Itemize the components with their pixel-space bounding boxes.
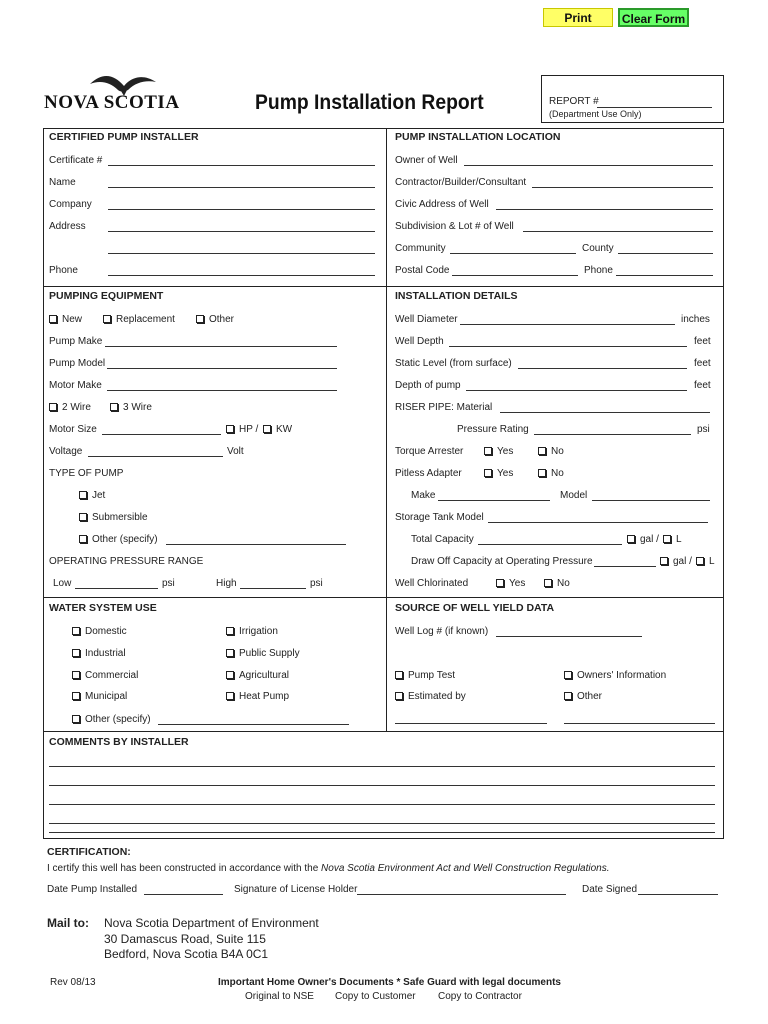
location-phone-label: Phone: [584, 265, 613, 276]
other-yield-field[interactable]: [564, 713, 715, 724]
new-checkbox[interactable]: [49, 315, 57, 323]
report-dept-note: (Department Use Only): [549, 109, 642, 119]
domestic-checkbox[interactable]: [72, 627, 80, 635]
municipal-checkbox[interactable]: [72, 692, 80, 700]
torque-arrester-label: Torque Arrester: [395, 446, 464, 457]
draw-off-field[interactable]: [594, 556, 656, 567]
agricultural-checkbox[interactable]: [226, 671, 234, 679]
owners-info-checkbox[interactable]: [564, 671, 572, 679]
other-pump-checkbox[interactable]: [79, 535, 87, 543]
torque-yes-checkbox[interactable]: [484, 447, 492, 455]
pump-make-field[interactable]: [105, 336, 337, 347]
total-capacity-label: Total Capacity: [411, 534, 474, 545]
form-frame: [43, 128, 724, 839]
kw-option[interactable]: KW: [263, 424, 292, 435]
pitless-yes-option[interactable]: Yes: [484, 468, 513, 479]
other-equipment-option[interactable]: Other: [196, 314, 234, 325]
well-diameter-label: Well Diameter: [395, 314, 458, 325]
report-number-field[interactable]: [597, 98, 712, 108]
civic-address-label: Civic Address of Well: [395, 199, 489, 210]
pitless-adapter-label: Pitless Adapter: [395, 468, 462, 479]
comment-line-3[interactable]: [49, 794, 715, 805]
revision-label: Rev 08/13: [50, 977, 96, 988]
pump-model-label: Pump Model: [49, 358, 106, 369]
industrial-option[interactable]: Industrial: [72, 648, 126, 659]
contractor-field[interactable]: [532, 177, 713, 188]
estimated-by-option[interactable]: Estimated by: [395, 691, 466, 702]
low-pressure-field[interactable]: [75, 578, 158, 589]
volt-unit: Volt: [227, 446, 244, 457]
pitless-no-checkbox[interactable]: [538, 469, 546, 477]
pump-model-field[interactable]: [107, 358, 337, 369]
other-use-field[interactable]: [158, 714, 349, 725]
civic-address-field[interactable]: [496, 199, 713, 210]
storage-tank-label: Storage Tank Model: [395, 512, 484, 523]
low-psi-unit: psi: [162, 578, 175, 589]
commercial-checkbox[interactable]: [72, 671, 80, 679]
capacity-gal-option[interactable]: gal /: [627, 534, 659, 545]
well-diameter-field[interactable]: [460, 314, 675, 325]
other-use-option[interactable]: Other (specify): [72, 714, 151, 725]
two-wire-checkbox[interactable]: [49, 403, 57, 411]
pressure-rating-label: Pressure Rating: [457, 424, 529, 435]
torque-no-option[interactable]: No: [538, 446, 564, 457]
estimated-by-checkbox[interactable]: [395, 692, 403, 700]
depth-of-pump-label: Depth of pump: [395, 380, 461, 391]
date-installed-field[interactable]: [144, 884, 223, 895]
certificate-label: Certificate #: [49, 155, 103, 166]
company-field[interactable]: [108, 199, 375, 210]
adapter-make-field[interactable]: [438, 490, 550, 501]
motor-size-label: Motor Size: [49, 424, 97, 435]
pressure-rating-psi: psi: [697, 424, 710, 435]
industrial-checkbox[interactable]: [72, 649, 80, 657]
jet-option[interactable]: Jet: [79, 490, 105, 501]
well-depth-field[interactable]: [449, 336, 687, 347]
postal-code-field[interactable]: [452, 265, 578, 276]
address-field-1[interactable]: [108, 221, 375, 232]
jet-checkbox[interactable]: [79, 491, 87, 499]
county-field[interactable]: [618, 243, 713, 254]
static-level-label: Static Level (from surface): [395, 358, 512, 369]
new-option[interactable]: New: [49, 314, 82, 325]
pump-make-label: Pump Make: [49, 336, 103, 347]
public-supply-checkbox[interactable]: [226, 649, 234, 657]
owner-label: Owner of Well: [395, 155, 458, 166]
public-supply-option[interactable]: Public Supply: [226, 648, 300, 659]
copy-customer: Copy to Customer: [335, 991, 416, 1002]
storage-tank-field[interactable]: [488, 512, 708, 523]
depth-of-pump-field[interactable]: [466, 380, 687, 391]
municipal-option[interactable]: Municipal: [72, 691, 127, 702]
commercial-option[interactable]: Commercial: [72, 670, 138, 681]
comments-header: COMMENTS BY INSTALLER: [49, 736, 189, 748]
county-label: County: [582, 243, 614, 254]
community-label: Community: [395, 243, 446, 254]
yield-header: SOURCE OF WELL YIELD DATA: [395, 602, 555, 614]
row-divider-3: [43, 731, 724, 732]
pump-test-checkbox[interactable]: [395, 671, 403, 679]
riser-pipe-label: RISER PIPE: Material: [395, 402, 493, 413]
capacity-gal-checkbox[interactable]: [627, 535, 635, 543]
owner-field[interactable]: [464, 155, 713, 166]
submersible-option[interactable]: Submersible: [79, 512, 148, 523]
other-use-checkbox[interactable]: [72, 715, 80, 723]
draw-off-label: Draw Off Capacity at Operating Pressure: [411, 556, 593, 567]
certificate-field[interactable]: [108, 155, 375, 166]
well-log-field[interactable]: [496, 626, 642, 637]
draw-off-l-option[interactable]: L: [696, 556, 715, 567]
subdivision-field[interactable]: [523, 221, 713, 232]
print-button[interactable]: Print: [543, 8, 613, 27]
domestic-option[interactable]: Domestic: [72, 626, 127, 637]
adapter-model-field[interactable]: [592, 490, 710, 501]
motor-make-label: Motor Make: [49, 380, 102, 391]
kw-checkbox[interactable]: [263, 425, 271, 433]
motor-size-field[interactable]: [102, 424, 221, 435]
three-wire-option[interactable]: 3 Wire: [110, 402, 152, 413]
riser-material-field[interactable]: [500, 402, 710, 413]
other-yield-option[interactable]: Other: [564, 691, 602, 702]
installer-header: CERTIFIED PUMP INSTALLER: [49, 131, 199, 143]
owners-info-option[interactable]: Owners' Information: [564, 670, 666, 681]
installer-phone-field[interactable]: [108, 265, 375, 276]
comment-line-5[interactable]: [49, 822, 715, 833]
capacity-l-option[interactable]: L: [663, 534, 682, 545]
adapter-model-label: Model: [560, 490, 588, 501]
signature-field[interactable]: [357, 884, 566, 895]
well-depth-label: Well Depth: [395, 336, 444, 347]
copy-original: Original to NSE: [245, 991, 314, 1002]
irrigation-checkbox[interactable]: [226, 627, 234, 635]
replacement-option[interactable]: Replacement: [103, 314, 175, 325]
comment-line-1[interactable]: [49, 756, 715, 767]
other-yield-checkbox[interactable]: [564, 692, 572, 700]
column-divider: [386, 128, 387, 731]
chlorinated-no-option[interactable]: No: [544, 578, 570, 589]
other-pump-option[interactable]: Other (specify): [79, 534, 158, 545]
name-label: Name: [49, 177, 76, 188]
details-header: INSTALLATION DETAILS: [395, 290, 518, 302]
inches-unit: inches: [681, 314, 710, 325]
date-signed-field[interactable]: [638, 884, 718, 895]
draw-off-gal-checkbox[interactable]: [660, 557, 668, 565]
replacement-checkbox[interactable]: [103, 315, 111, 323]
two-wire-option[interactable]: 2 Wire: [49, 402, 91, 413]
clear-form-button[interactable]: Clear Form: [618, 8, 689, 27]
community-field[interactable]: [450, 243, 576, 254]
depth-of-pump-feet: feet: [694, 380, 711, 391]
location-header: PUMP INSTALLATION LOCATION: [395, 131, 561, 143]
row-divider-1: [43, 286, 724, 287]
signature-label: Signature of License Holder: [234, 884, 358, 895]
postal-code-label: Postal Code: [395, 265, 450, 276]
pressure-rating-field[interactable]: [534, 424, 691, 435]
pressure-range-label: OPERATING PRESSURE RANGE: [49, 556, 204, 567]
mail-to-label: Mail to:: [47, 916, 89, 930]
well-chlorinated-label: Well Chlorinated: [395, 578, 469, 589]
heat-pump-checkbox[interactable]: [226, 692, 234, 700]
name-field[interactable]: [108, 177, 375, 188]
draw-off-gal-option[interactable]: gal /: [660, 556, 692, 567]
comment-line-2[interactable]: [49, 775, 715, 786]
mail-address-line-1: Nova Scotia Department of Environment: [104, 916, 319, 930]
row-divider-2: [43, 597, 724, 598]
estimated-by-field[interactable]: [395, 713, 547, 724]
static-level-field[interactable]: [518, 358, 687, 369]
certification-text: I certify this well has been constructed in accordance with the Nova Scotia Environment Act and Well Construction Regulations.: [47, 863, 610, 874]
voltage-field[interactable]: [88, 446, 223, 457]
address-field-2[interactable]: [108, 243, 375, 254]
irrigation-option[interactable]: Irrigation: [226, 626, 278, 637]
logo-wordmark: NOVA SCOTIA: [44, 92, 180, 113]
heat-pump-option[interactable]: Heat Pump: [226, 691, 289, 702]
installer-phone-label: Phone: [49, 265, 78, 276]
pitless-yes-checkbox[interactable]: [484, 469, 492, 477]
contractor-label: Contractor/Builder/Consultant: [395, 177, 527, 188]
address-label: Address: [49, 221, 86, 232]
chlorinated-yes-option[interactable]: Yes: [496, 578, 525, 589]
mail-address-line-3: Bedford, Nova Scotia B4A 0C1: [104, 947, 269, 961]
total-capacity-field[interactable]: [478, 534, 622, 545]
important-notice: Important Home Owner's Documents * Safe Guard with legal documents: [218, 977, 561, 988]
date-installed-label: Date Pump Installed: [47, 884, 138, 895]
pitless-no-option[interactable]: No: [538, 468, 564, 479]
agricultural-option[interactable]: Agricultural: [226, 670, 289, 681]
location-phone-field[interactable]: [616, 265, 713, 276]
company-label: Company: [49, 199, 92, 210]
torque-no-checkbox[interactable]: [538, 447, 546, 455]
page-title: Pump Installation Report: [255, 91, 484, 114]
submersible-checkbox[interactable]: [79, 513, 87, 521]
equipment-header: PUMPING EQUIPMENT: [49, 290, 164, 302]
certification-header: CERTIFICATION:: [47, 846, 131, 858]
chlorinated-no-checkbox[interactable]: [544, 579, 552, 587]
three-wire-checkbox[interactable]: [110, 403, 118, 411]
low-label: Low: [53, 578, 72, 589]
high-pressure-field[interactable]: [240, 578, 306, 589]
torque-yes-option[interactable]: Yes: [484, 446, 513, 457]
well-log-label: Well Log # (if known): [395, 626, 489, 637]
water-use-header: WATER SYSTEM USE: [49, 602, 157, 614]
capacity-l-checkbox[interactable]: [663, 535, 671, 543]
adapter-make-label: Make: [411, 490, 436, 501]
other-pump-field[interactable]: [166, 534, 346, 545]
well-depth-feet: feet: [694, 336, 711, 347]
report-number-label: REPORT #: [549, 96, 599, 107]
mail-address-line-2: 30 Damascus Road, Suite 115: [104, 932, 266, 946]
certification-act-name: Nova Scotia Environment Act and Well Construction Regulations.: [321, 863, 610, 874]
draw-off-l-checkbox[interactable]: [696, 557, 704, 565]
date-signed-label: Date Signed: [582, 884, 638, 895]
high-label: High: [216, 578, 237, 589]
static-level-feet: feet: [694, 358, 711, 369]
high-psi-unit: psi: [310, 578, 323, 589]
other-equipment-checkbox[interactable]: [196, 315, 204, 323]
pump-test-option[interactable]: Pump Test: [395, 670, 455, 681]
type-of-pump-label: TYPE OF PUMP: [49, 468, 124, 479]
voltage-label: Voltage: [49, 446, 83, 457]
nova-scotia-logo: [44, 70, 190, 115]
hp-option[interactable]: HP /: [226, 424, 258, 435]
subdivision-label: Subdivision & Lot # of Well: [395, 221, 514, 232]
motor-make-field[interactable]: [107, 380, 337, 391]
hp-checkbox[interactable]: [226, 425, 234, 433]
copy-contractor: Copy to Contractor: [438, 991, 522, 1002]
chlorinated-yes-checkbox[interactable]: [496, 579, 504, 587]
